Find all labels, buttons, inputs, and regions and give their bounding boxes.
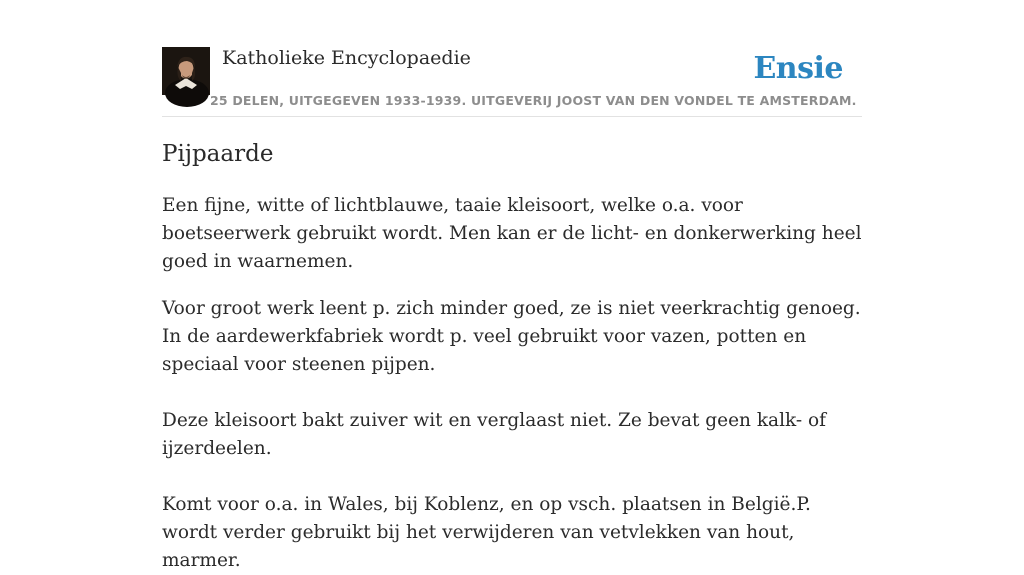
article-title: Pijpaarde — [162, 141, 274, 167]
site-header — [162, 46, 862, 117]
publication-subtitle: 25 DELEN, UITGEGEVEN 1933-1939. UITGEVERIJ JOOST VAN DEN VONDEL TE AMSTERDAM. — [210, 93, 857, 108]
article — [162, 138, 862, 575]
publication-title[interactable]: Katholieke Encyclopaedie — [222, 47, 471, 69]
brand-logo-link[interactable]: Ensie — [753, 51, 843, 86]
article-paragraph: Komt voor o.a. in Wales, bij Koblenz, en op vsch. plaatsen in België.P. wordt verder gebruikt bij het verwijderen van vetvlekken van hout, marmer. — [162, 494, 811, 571]
article-paragraph: Deze kleisoort bakt zuiver wit en verglaast niet. Ze bevat geen kalk- of ijzerdeelen. — [162, 410, 826, 459]
portrait-avatar-icon[interactable] — [162, 47, 210, 95]
article-paragraph: Een fijne, witte of lichtblauwe, taaie kleisoort, welke o.a. voor boetseerwerk gebruikt wordt. Men kan er de licht- en donkerwerking heel goed in waarnemen. — [162, 195, 862, 272]
article-paragraph: Voor groot werk leent p. zich minder goed, ze is niet veerkrachtig genoeg. In de aardewerkfabriek wordt p. veel gebruikt voor vazen, potten en speciaal voor steenen pijpen. — [162, 298, 861, 375]
